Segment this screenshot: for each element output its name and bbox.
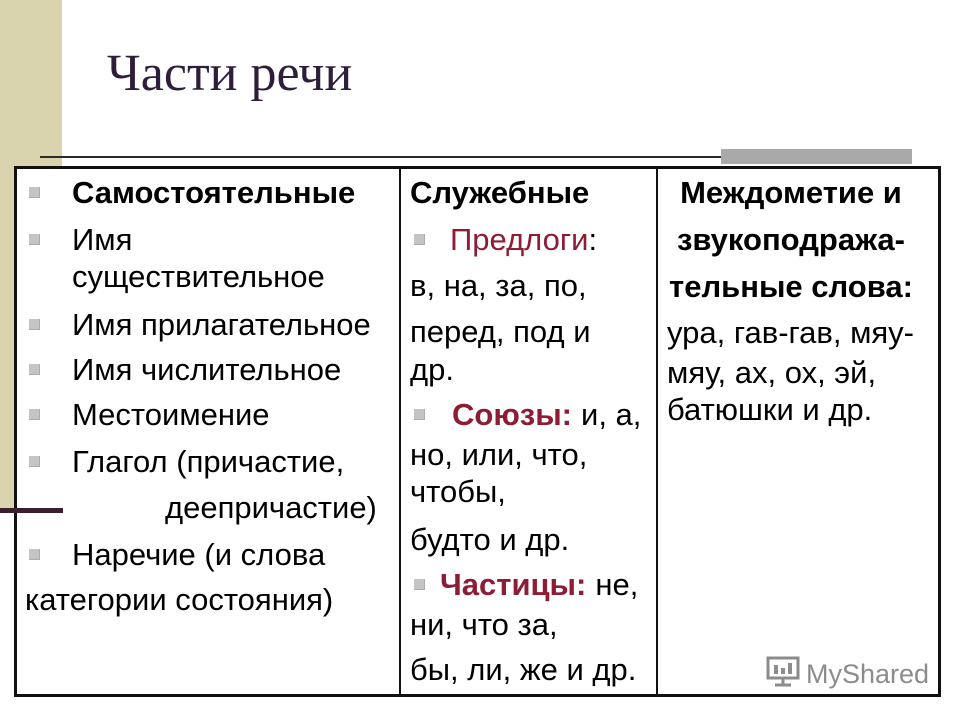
interjections-heading: тельные слова: (669, 269, 913, 304)
list-item-pronoun: Местоимение (72, 397, 270, 432)
watermark-text: MyShared (806, 658, 930, 689)
prepositions-line: др. (410, 352, 454, 387)
list-item-adverb: Наречие (и слова (72, 537, 326, 572)
conjunctions-line: чтобы, (410, 474, 506, 509)
left-accent-line (0, 508, 63, 513)
square-bullet-icon (414, 579, 425, 590)
independent-heading: Самостоятельные (72, 175, 356, 210)
list-item-verb: Глагол (причастие, (72, 444, 345, 479)
particles-examples: не, (595, 567, 639, 602)
conjunctions-item (452, 397, 641, 433)
particles-item (440, 567, 638, 603)
interjections-heading: Междометие и (680, 175, 902, 210)
square-bullet-icon (29, 234, 40, 245)
interjections-example-line: мяу, ах, ох, эй, (667, 355, 877, 390)
interjections-heading: звукоподража- (676, 222, 905, 257)
particles-line: бы, ли, же и др. (410, 652, 637, 687)
particles-line: ни, что за, (410, 607, 558, 642)
square-bullet-icon (29, 409, 40, 420)
square-bullet-icon (414, 234, 425, 245)
presentation-board-icon (766, 655, 800, 692)
prepositions-item (450, 222, 597, 258)
auxiliary-heading: Служебные (410, 175, 590, 210)
prepositions-line: в, на, за, по, (410, 268, 587, 303)
list-item-numeral: Имя числительное (72, 352, 342, 387)
prepositions-label: Предлоги (450, 222, 589, 257)
title-accent-bar (721, 149, 912, 164)
list-item-verb-continued: деепричастие) (165, 490, 377, 525)
interjections-example-line: ура, гав-гав, мяу- (667, 315, 915, 350)
conjunctions-line: но, или, что, (410, 437, 588, 472)
conjunctions-label: Союзы: (452, 397, 573, 432)
conjunctions-examples: и, а, (581, 397, 642, 432)
watermark-logo (766, 655, 929, 692)
square-bullet-icon (29, 549, 40, 560)
square-bullet-icon (29, 319, 40, 330)
conjunctions-line: будто и др. (410, 522, 570, 557)
list-item-adverb-continued: категории состояния) (25, 582, 334, 617)
interjections-example-line: батюшки и др. (667, 392, 873, 427)
title-underline (40, 156, 722, 158)
list-item-adjective: Имя прилагательное (72, 307, 371, 342)
column-divider (656, 166, 658, 697)
list-item-noun-continued: существительное (72, 259, 325, 294)
column-divider (399, 166, 401, 697)
prepositions-colon: : (588, 222, 598, 257)
particles-label: Частицы: (440, 567, 587, 602)
list-item-noun: Имя (72, 222, 133, 257)
square-bullet-icon (29, 364, 40, 375)
prepositions-line: перед, под и (410, 314, 591, 349)
square-bullet-icon (29, 456, 40, 467)
slide-title: Части речи (107, 45, 353, 102)
square-bullet-icon (29, 187, 40, 198)
square-bullet-icon (414, 409, 425, 420)
